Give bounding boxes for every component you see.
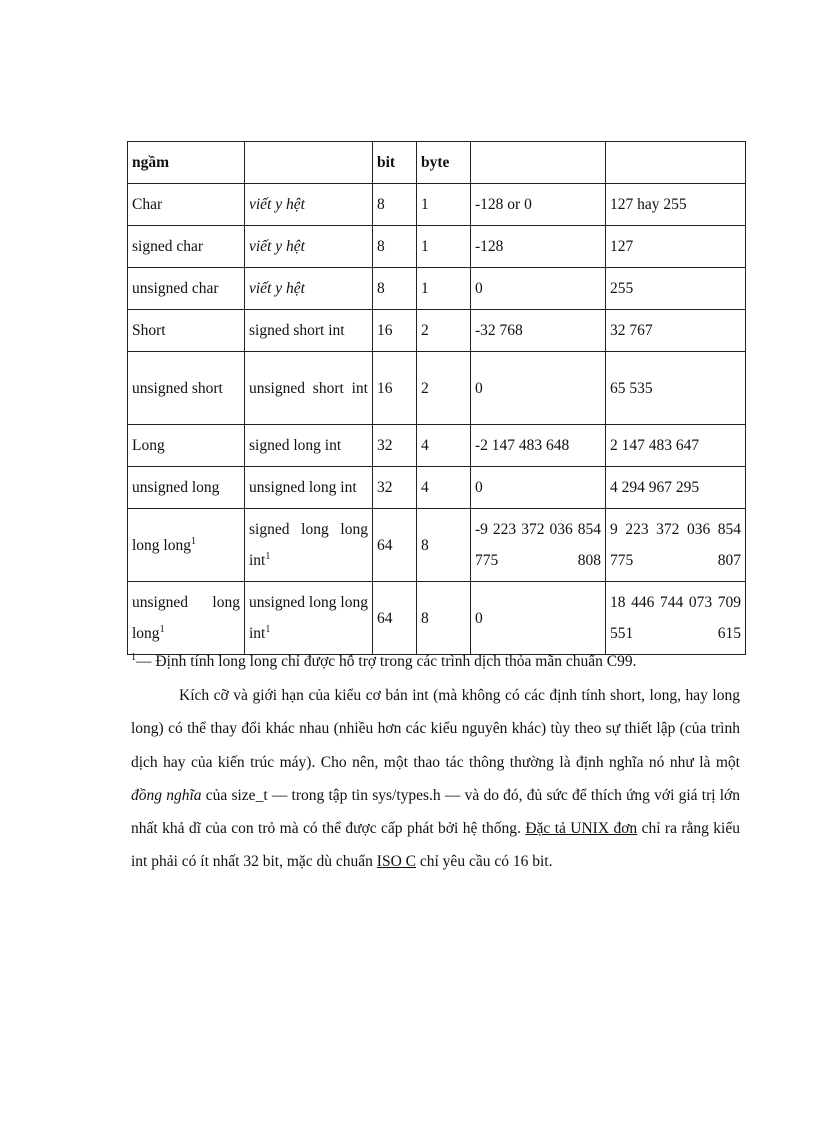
- min-cell: 0: [471, 467, 606, 509]
- max-cell: 18 446 744 073 709 551 615: [606, 582, 746, 655]
- paragraph-text: của size_t — trong tập tin sys/types.h — và do đó, đủ sức để thích ứng với giá trị lớn nhất khả dĩ của con trỏ mà có thể được cấp phát bởi hệ thống.: [131, 786, 741, 838]
- max-cell: 65 535: [606, 352, 746, 425]
- byte-cell: 2: [417, 310, 471, 352]
- table-header-row: [128, 142, 746, 184]
- type-name-cell: unsigned short: [128, 352, 245, 425]
- byte-cell: 1: [417, 184, 471, 226]
- table-row: [128, 226, 746, 268]
- max-cell: 9 223 372 036 854 775 807: [606, 509, 746, 582]
- synonym-cell: unsigned short int: [245, 352, 373, 425]
- synonym-cell: viết y hệt: [245, 268, 373, 310]
- bit-cell: 8: [373, 184, 417, 226]
- bit-cell: 64: [373, 582, 417, 655]
- integer-types-table: [127, 141, 746, 655]
- bit-cell: 64: [373, 509, 417, 582]
- synonym-text: signed long long int: [249, 521, 368, 569]
- iso-c-link[interactable]: ISO C: [376, 853, 416, 871]
- synonym-cell: signed long int: [245, 425, 373, 467]
- table-row: [128, 509, 746, 582]
- min-cell: 0: [471, 582, 606, 655]
- min-cell: -9 223 372 036 854 775 808: [471, 509, 606, 582]
- max-cell: 255: [606, 268, 746, 310]
- byte-cell: 1: [417, 268, 471, 310]
- byte-cell: 1: [417, 226, 471, 268]
- footnote-ref: 1: [265, 550, 271, 562]
- type-name-cell: unsigned long: [128, 467, 245, 509]
- single-unix-spec-link[interactable]: Đặc tả UNIX đơn: [525, 820, 638, 838]
- synonym-cell: unsigned long int: [245, 467, 373, 509]
- synonym-cell: signed short int: [245, 310, 373, 352]
- header-cell: [471, 142, 606, 184]
- footnote: [131, 652, 751, 672]
- byte-cell: 4: [417, 425, 471, 467]
- min-cell: 0: [471, 352, 606, 425]
- bit-cell: 8: [373, 268, 417, 310]
- type-name-cell: Short: [128, 310, 245, 352]
- table-row: [128, 352, 746, 425]
- bit-cell: 8: [373, 226, 417, 268]
- type-name-cell: Long: [128, 425, 245, 467]
- header-cell: [245, 142, 373, 184]
- type-name-cell: [128, 509, 245, 582]
- min-cell: -32 768: [471, 310, 606, 352]
- bit-cell: 16: [373, 310, 417, 352]
- emphasis-text: đồng nghĩa: [131, 786, 202, 804]
- paragraph-text: Kích cỡ và giới hạn của kiểu cơ bản int (mà không có các định tính short, long, hay long long) có thể thay đổi khác nhau (nhiều hơn các kiểu nguyên khác) tùy theo sự thiết lập (của trình dịch hay của kiến trúc máy). Cho nên, một thao tác thông thường là định nghĩa nó như là một: [131, 687, 740, 771]
- footnote-ref: 1: [191, 535, 196, 547]
- table-row: [128, 467, 746, 509]
- synonym-cell: viết y hệt: [245, 226, 373, 268]
- type-name-cell: unsigned char: [128, 268, 245, 310]
- type-name-text: unsigned long long: [132, 594, 240, 642]
- paragraph-text: chỉ ra rằng kiểu int phải có ít nhất 32 bit, mặc dù chuẩn: [131, 820, 740, 871]
- table-row: [128, 310, 746, 352]
- header-cell: bit: [373, 142, 417, 184]
- bit-cell: 32: [373, 425, 417, 467]
- bit-cell: 16: [373, 352, 417, 425]
- table-row: [128, 184, 746, 226]
- type-name-cell: signed char: [128, 226, 245, 268]
- max-cell: 32 767: [606, 310, 746, 352]
- header-cell: ngầm: [128, 142, 245, 184]
- footnote-text: — Định tính long long chỉ được hỗ trợ trong các trình dịch thỏa mãn chuẩn C99.: [136, 653, 637, 670]
- byte-cell: 2: [417, 352, 471, 425]
- synonym-cell: [245, 582, 373, 655]
- max-cell: 4 294 967 295: [606, 467, 746, 509]
- header-cell: [606, 142, 746, 184]
- synonym-cell: [245, 509, 373, 582]
- type-name-cell: [128, 582, 245, 655]
- max-cell: 2 147 483 647: [606, 425, 746, 467]
- byte-cell: 8: [417, 509, 471, 582]
- byte-cell: 4: [417, 467, 471, 509]
- min-cell: 0: [471, 268, 606, 310]
- min-cell: -128: [471, 226, 606, 268]
- byte-cell: 8: [417, 582, 471, 655]
- table-row: [128, 268, 746, 310]
- footnote-ref: 1: [265, 623, 271, 635]
- type-name-cell: Char: [128, 184, 245, 226]
- header-cell: byte: [417, 142, 471, 184]
- paragraph-text: chỉ yêu cầu có 16 bit.: [416, 853, 553, 871]
- max-cell: 127 hay 255: [606, 184, 746, 226]
- table-row: [128, 425, 746, 467]
- footnote-ref: 1: [159, 623, 165, 635]
- footnote-mark: 1: [131, 651, 136, 663]
- body-paragraph: [131, 679, 740, 879]
- synonym-cell: viết y hệt: [245, 184, 373, 226]
- min-cell: -128 or 0: [471, 184, 606, 226]
- max-cell: 127: [606, 226, 746, 268]
- table-row: [128, 582, 746, 655]
- synonym-text: unsigned long long int: [249, 594, 368, 642]
- bit-cell: 32: [373, 467, 417, 509]
- min-cell: -2 147 483 648: [471, 425, 606, 467]
- type-name-text: long long: [132, 536, 191, 554]
